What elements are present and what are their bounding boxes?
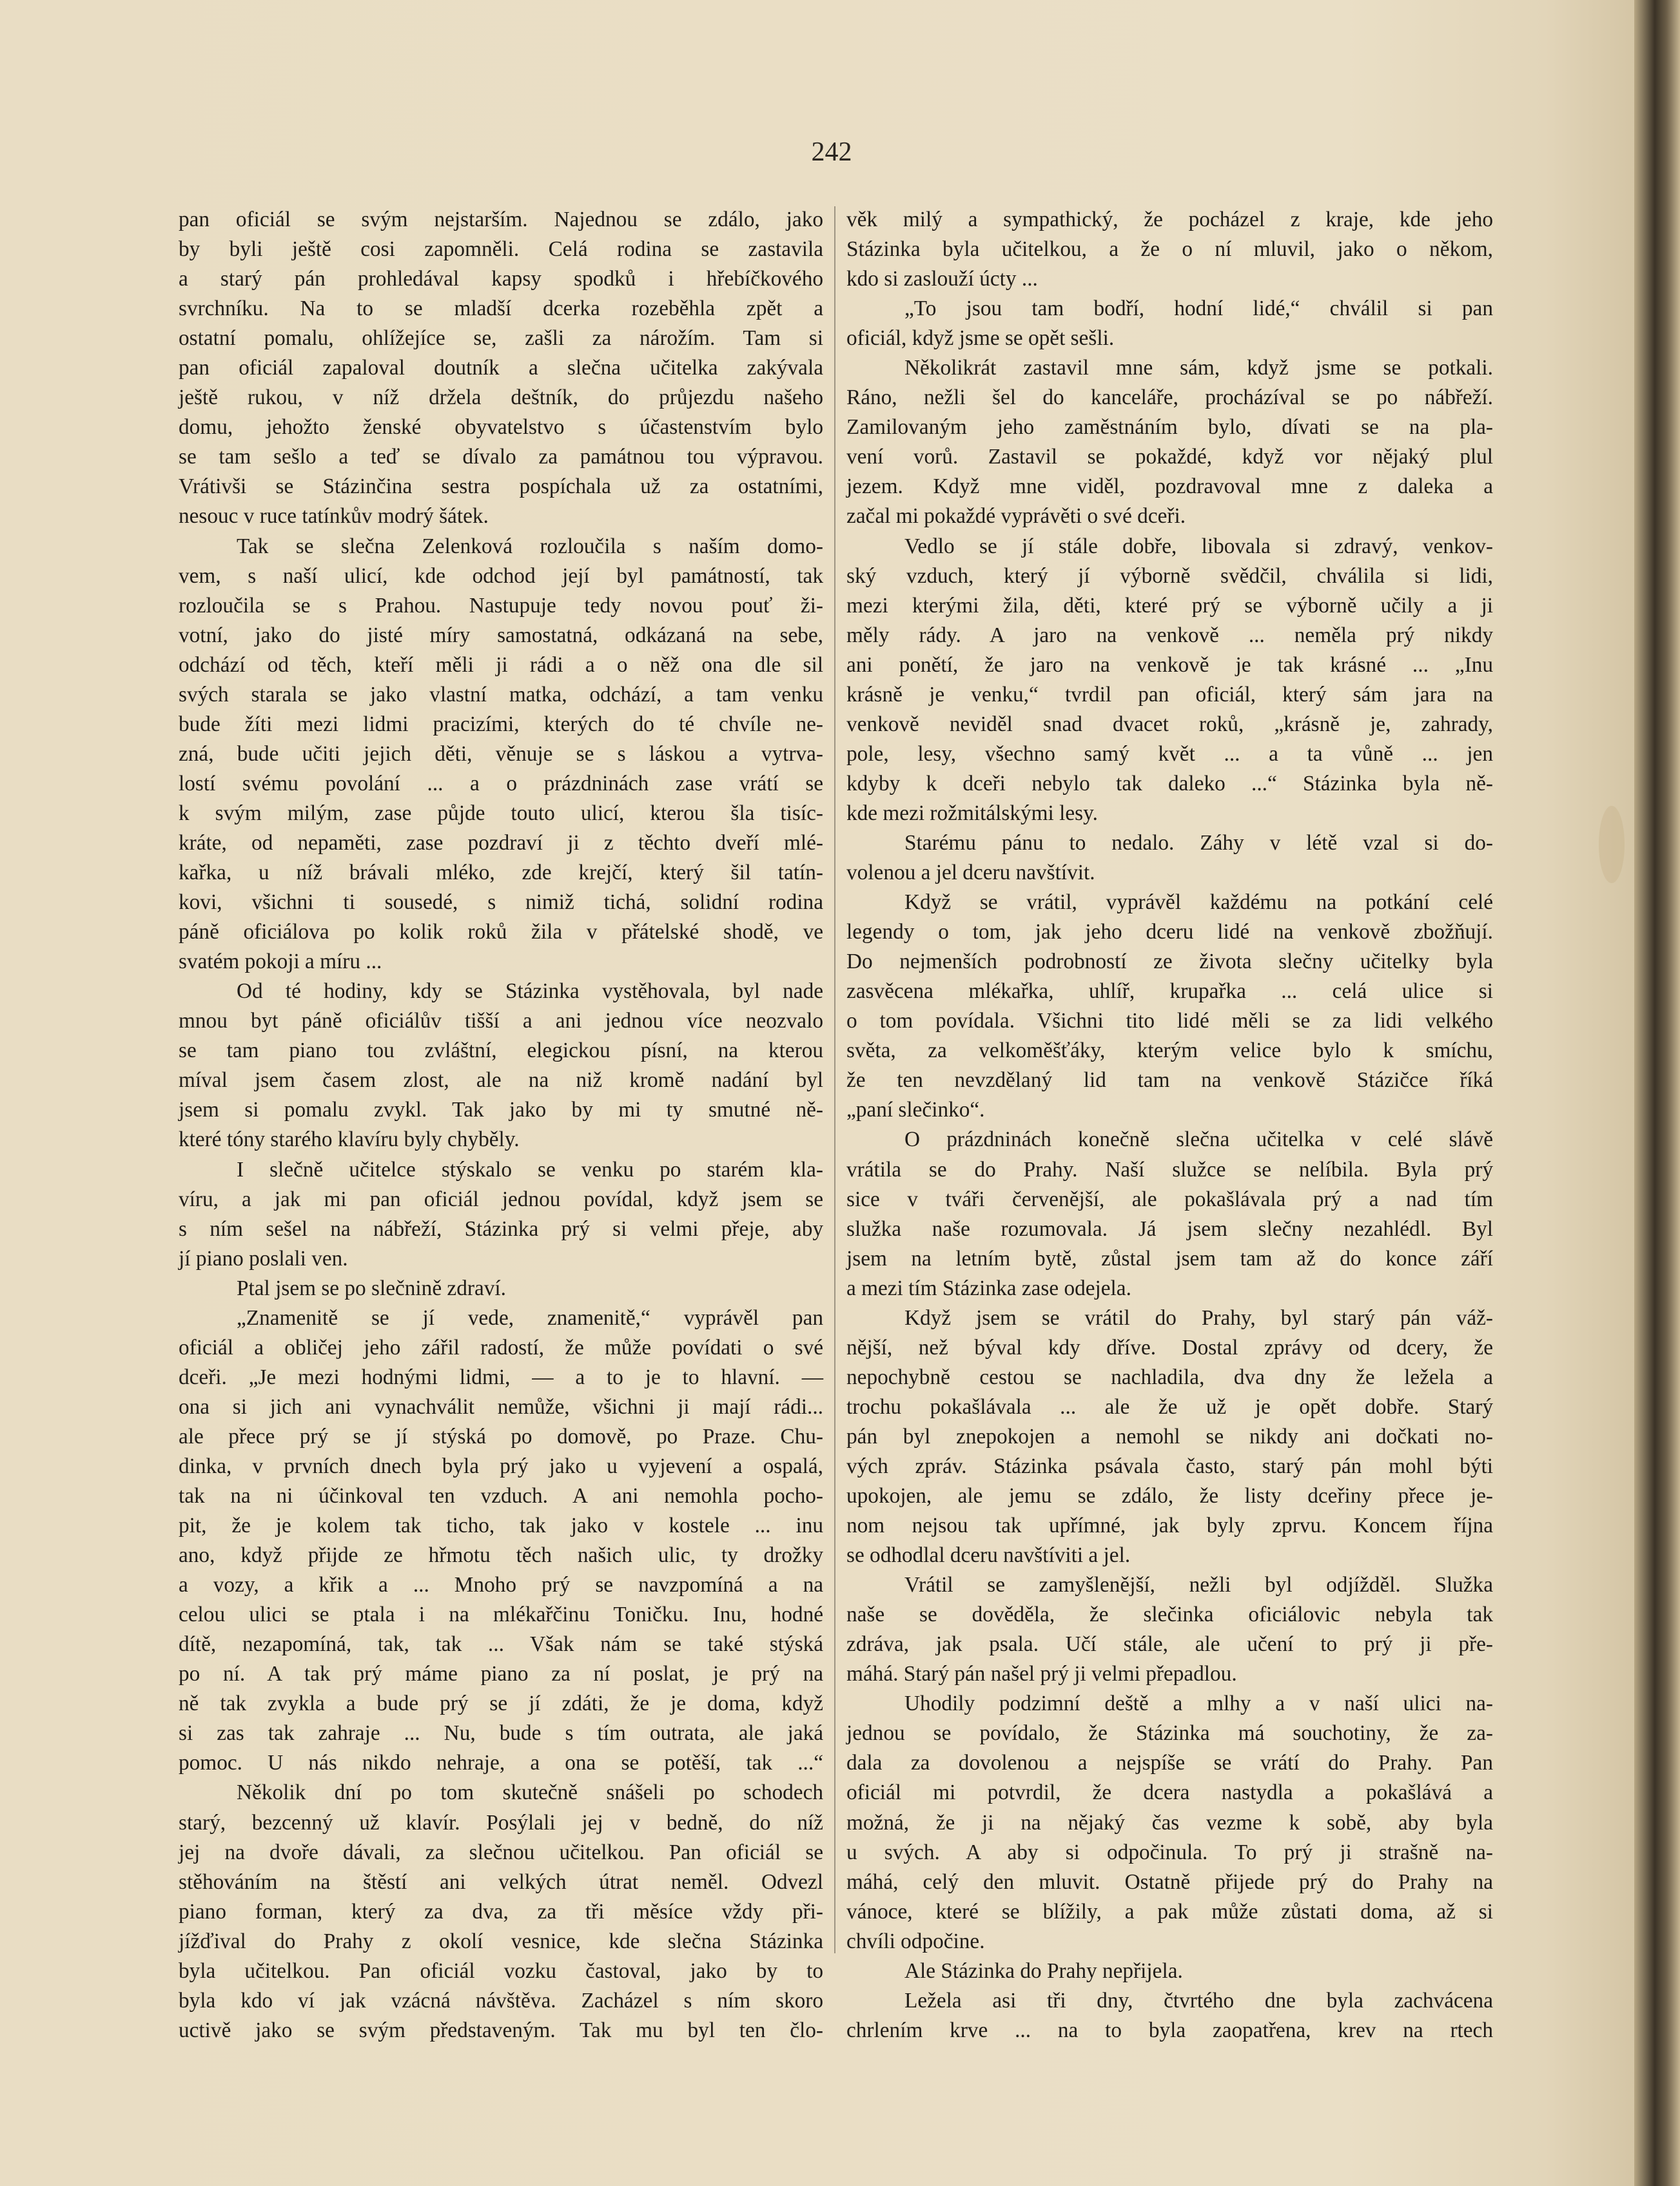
text-line: máhá. Starý pán našel prý ji velmi přepadlou. bbox=[846, 1662, 1237, 1686]
text-line: vení vorů. Zastavil se pokaždé, když vor nějaký plul bbox=[846, 445, 1493, 469]
text-line: kovi, všichni ti sousedé, s nimiž tichá, solidní rodina bbox=[179, 890, 823, 915]
text-line: by byli ještě cosi zapomněli. Celá rodina se zastavila bbox=[179, 237, 823, 262]
text-line: jí piano poslali ven. bbox=[179, 1246, 348, 1271]
right-column bbox=[846, 205, 1493, 2045]
text-line: nepochybně cestou se nachladila, dva dny že ležela a bbox=[846, 1365, 1493, 1389]
text-line: začal mi pokaždé vyprávěti o své dceři. bbox=[846, 504, 1186, 529]
text-line: byla učitelkou. Pan oficiál vozku častoval, jako by to bbox=[179, 1958, 823, 1983]
text-line: lostí svému povolání ... a o prázdninách zase vrátí se bbox=[179, 771, 823, 795]
text-line: Když jsem se vrátil do Prahy, byl starý pán váž- bbox=[904, 1305, 1493, 1330]
text-line: světa, za velkoměšťáky, kterým velice bylo k smíchu, bbox=[846, 1039, 1493, 1063]
text-line: dala za dovolenou a nejspíše se vrátí do Prahy. Pan bbox=[846, 1751, 1493, 1775]
text-line: kařka, u níž brávali mléko, zde krejčí, který šil tatín- bbox=[179, 861, 823, 885]
text-line: zná, bude učiti jejich děti, věnuje se s láskou a vytrva- bbox=[179, 741, 823, 766]
text-line: mnou byt páně oficiálův tišší a ani jednou více neozvalo bbox=[179, 1009, 823, 1033]
text-line: sice v tváři červenější, ale pokašlávala prý a nad tím bbox=[846, 1187, 1493, 1211]
text-line: s ním sešel na nábřeží, Stázinka prý si velmi přeje, aby bbox=[179, 1216, 823, 1241]
text-line: se odhodlal dceru navštíviti a jel. bbox=[846, 1543, 1131, 1568]
paper-stain bbox=[1599, 806, 1625, 883]
text-line: „To jsou tam bodří, hodní lidé,“ chválil si pan bbox=[904, 297, 1493, 321]
text-line: uctivě jako se svým představeným. Tak mu byl ten člo- bbox=[179, 2018, 823, 2042]
text-line: „Znamenitě se jí vede, znamenitě,“ vyprávěl pan bbox=[237, 1305, 823, 1330]
text-line: ně tak zvykla a bude prý se jí zdáti, že je doma, když bbox=[179, 1692, 823, 1716]
text-line: Ráno, nežli šel do kanceláře, procházíval se po nábřeží. bbox=[846, 385, 1493, 410]
text-line: dítě, nezapomíná, tak, tak ... Však nám se také stýská bbox=[179, 1632, 823, 1657]
text-line: a starý pán prohledával kapsy spodků i hřebíčkového bbox=[179, 267, 823, 291]
text-line: O prázdninách konečně slečna učitelka v celé slávě bbox=[904, 1127, 1493, 1152]
text-line: rozloučila se s Prahou. Nastupuje tedy novou pouť ži- bbox=[179, 593, 823, 618]
text-line: kráte, od nepaměti, zase pozdraví ji z těchto dveří mlé- bbox=[179, 830, 823, 855]
page-number: 242 bbox=[811, 137, 852, 167]
text-line: Ale Stázinka do Prahy nepřijela. bbox=[904, 1958, 1183, 1983]
text-line: pit, že je kolem tak ticho, tak jako v kostele ... inu bbox=[179, 1514, 823, 1538]
text-line: vánoce, které se blížily, a pak může zůstati doma, až si bbox=[846, 1899, 1493, 1924]
text-line: oficiál mi potvrdil, že dcera nastydla a pokašlává a bbox=[846, 1781, 1493, 1805]
text-line: Od té hodiny, kdy se Stázinka vystěhovala, byl nade bbox=[237, 979, 823, 1004]
column-divider bbox=[834, 206, 835, 1953]
text-line: ještě rukou, v níž držela deštník, do průjezdu našeho bbox=[179, 385, 823, 410]
text-line: kde mezi rožmitálskými lesy. bbox=[846, 801, 1098, 825]
text-line: upokojen, ale jemu se zdálo, že listy dceřiny přece je- bbox=[846, 1484, 1493, 1508]
text-line: vrátila se do Prahy. Naší služce se nelíbila. Byla prý bbox=[846, 1157, 1493, 1182]
text-line: ona si jich ani vynachválit nemůže, všichni ji mají rádi... bbox=[179, 1394, 823, 1419]
text-line: bude žíti mezi lidmi pracizími, kterých do té chvíle ne- bbox=[179, 712, 823, 736]
text-line: ani ponětí, že jaro na venkově je tak krásné ... „Inu bbox=[846, 652, 1493, 677]
text-line: pole, lesy, všechno samý květ ... a ta vůně ... jen bbox=[846, 741, 1493, 766]
text-line: Vrátil se zamyšlenější, nežli byl odjížděl. Služka bbox=[904, 1573, 1493, 1597]
text-line: starý, bezcenný už klavír. Posýlali jej v bedně, do níž bbox=[179, 1810, 823, 1835]
text-line: naše se dověděla, že slečinka oficiálovic nebyla tak bbox=[846, 1603, 1493, 1627]
text-line: Tak se slečna Zelenková rozloučila s naším domo- bbox=[237, 534, 823, 558]
text-line: „paní slečinko“. bbox=[846, 1098, 985, 1122]
text-line: kdyby k dceři nebylo tak daleko ...“ Stázinka byla ně- bbox=[846, 771, 1493, 795]
text-line: a vozy, a křik a ... Mnoho prý se navzpomíná a na bbox=[179, 1573, 823, 1597]
text-line: ano, když přijde ze hřmotu těch našich ulic, ty drožky bbox=[179, 1543, 823, 1568]
text-line: I slečně učitelce stýskalo se venku po starém kla- bbox=[237, 1157, 823, 1182]
text-line: jížďival do Prahy z okolí vesnice, kde slečna Stázinka bbox=[179, 1929, 823, 1953]
text-line: jsem na letním bytě, zůstal jsem tam až do konce září bbox=[846, 1246, 1493, 1271]
text-line: Několik dní po tom skutečně snášeli po schodech bbox=[237, 1781, 823, 1805]
text-line: nom nejsou tak upřímné, jak byly zprvu. Koncem října bbox=[846, 1514, 1493, 1538]
text-line: pan oficiál zapaloval doutník a slečna učitelka zakývala bbox=[179, 356, 823, 380]
text-line: a mezi tím Stázinka zase odejela. bbox=[846, 1276, 1131, 1300]
text-line: si zas tak zahraje ... Nu, bude s tím outrata, ale jaká bbox=[179, 1721, 823, 1746]
text-line: pomoc. U nás nikdo nehraje, a ona se potěší, tak ...“ bbox=[179, 1751, 823, 1775]
text-line: po ní. A tak prý máme piano za ní poslat, je prý na bbox=[179, 1662, 823, 1686]
text-line: pan oficiál se svým nejstarším. Najednou se zdálo, jako bbox=[179, 208, 823, 231]
text-line: nější, než býval kdy dříve. Dostal zprávy od dcery, že bbox=[846, 1335, 1493, 1360]
text-line: trochu pokašlávala ... ale že už je opět dobře. Starý bbox=[846, 1394, 1493, 1419]
text-line: byla kdo ví jak vzácná návštěva. Zacházel s ním skoro bbox=[179, 1988, 823, 2013]
text-line: jezem. Když mne viděl, pozdravoval mne z daleka a bbox=[846, 474, 1493, 499]
text-line: tak na ni účinkoval ten vzduch. A ani nemohla pocho- bbox=[179, 1484, 823, 1508]
book-gutter bbox=[1634, 0, 1680, 2186]
text-line: že ten nevzdělaný lid tam na venkově Stázičce říká bbox=[846, 1068, 1493, 1093]
text-line: se tam sešlo a teď se dívalo za památnou tou výpravou. bbox=[179, 445, 823, 469]
text-line: vem, s naší ulicí, kde odchod její byl památností, tak bbox=[179, 563, 823, 588]
text-line: Do nejmenších podrobností ze života slečny učitelky byla bbox=[846, 950, 1493, 974]
text-line: dinka, v prvních dnech byla prý jako u vyjevení a ospalá, bbox=[179, 1454, 823, 1478]
text-line: Vrátivši se Stázinčina sestra pospíchala už za ostatními, bbox=[179, 474, 823, 499]
text-line: měly rády. A jaro na venkově ... neměla prý nikdy bbox=[846, 623, 1493, 647]
text-line: krásně je venku,“ tvrdil pan oficiál, který sám jara na bbox=[846, 682, 1493, 707]
text-line: stěhováním na štěstí ani velkých útrat neměl. Odvezl bbox=[179, 1869, 823, 1894]
text-line: chrlením krve ... na to byla zaopatřena, krev na rtech bbox=[846, 2018, 1493, 2042]
text-line: služka naše rozumovala. Já jsem slečny nezahlédl. Byl bbox=[846, 1216, 1493, 1241]
left-column bbox=[179, 205, 823, 2045]
text-line: piano forman, který za dva, za tři měsíce vždy při- bbox=[179, 1899, 823, 1924]
text-line: celou ulici se ptala i na mlékařčinu Toničku. Inu, hodné bbox=[179, 1603, 823, 1627]
text-line: oficiál, když jsme se opět sešli. bbox=[846, 326, 1115, 351]
text-line: k svým milým, zase půjde touto ulicí, kterou šla tisíc- bbox=[179, 801, 823, 825]
text-line: možná, že ji na nějaký čas vezme k sobě, aby byla bbox=[846, 1810, 1493, 1835]
text-line: chvíli odpočine. bbox=[846, 1929, 985, 1953]
text-line: u svých. A aby si odpočinula. To prý ji strašně na- bbox=[846, 1840, 1493, 1864]
text-line: víru, a jak mi pan oficiál jednou povídal, když jsem se bbox=[179, 1187, 823, 1211]
text-line: Když se vrátil, vyprávěl každému na potkání celé bbox=[904, 890, 1493, 915]
text-line: které tóny starého klavíru byly chyběly. bbox=[179, 1127, 520, 1152]
text-line: Ležela asi tři dny, čtvrtého dne byla zachvácena bbox=[904, 1988, 1493, 2013]
text-line: svých starala se jako vlastní matka, odchází, a tam venku bbox=[179, 682, 823, 707]
text-line: oficiál a obličej jeho zářil radostí, že může povídati o své bbox=[179, 1335, 823, 1360]
text-line: jednou se povídalo, že Stázinka má souchotiny, že za- bbox=[846, 1721, 1493, 1746]
text-line: svatém pokoji a míru ... bbox=[179, 950, 382, 974]
text-line: legendy o tom, jak jeho dceru lidé na venkově zbožňují. bbox=[846, 920, 1493, 944]
text-line: jsem si pomalu zvykl. Tak jako by mi ty smutné ně- bbox=[179, 1098, 823, 1122]
text-line: ský vzduch, který jí výborně svědčil, chválila si lidi, bbox=[846, 563, 1493, 588]
text-line: Uhodily podzimní deště a mlhy a v naší ulici na- bbox=[904, 1692, 1493, 1716]
text-line: věk milý a sympathický, že pocházel z kraje, kde jeho bbox=[846, 208, 1493, 231]
text-line: se tam piano tou zvláštní, elegickou písní, na kterou bbox=[179, 1039, 823, 1063]
text-line: Zamilovaným jeho zaměstnáním bylo, dívati se na pla- bbox=[846, 415, 1493, 440]
text-line: ale přece prý se jí stýská po domově, po Praze. Chu- bbox=[179, 1424, 823, 1449]
text-line: venkově neviděl snad dvacet roků, „krásně je, zahrady, bbox=[846, 712, 1493, 736]
text-line: domu, jehožto ženské obyvatelstvo s účastenstvím bylo bbox=[179, 415, 823, 440]
text-line: Ptal jsem se po slečnině zdraví. bbox=[237, 1276, 506, 1300]
text-line: votní, jako do jisté míry samostatná, odkázaná na sebe, bbox=[179, 623, 823, 647]
text-line: zasvěcena mlékařka, uhlíř, krupařka ... celá ulice si bbox=[846, 979, 1493, 1004]
text-line: odchází od těch, kteří měli ji rádi a o něž ona dle sil bbox=[179, 652, 823, 677]
text-line: svrchníku. Na to se mladší dcerka rozeběhla zpět a bbox=[179, 297, 823, 321]
text-line: máhá, celý den mluvit. Ostatně přijede prý do Prahy na bbox=[846, 1869, 1493, 1894]
text-line: míval jsem časem zlost, ale na niž kromě nadání byl bbox=[179, 1068, 823, 1093]
text-line: Několikrát zastavil mne sám, když jsme se potkali. bbox=[904, 356, 1493, 380]
text-line: Stázinka byla učitelkou, a že o ní mluvil, jako o někom, bbox=[846, 237, 1493, 262]
text-line: vých zpráv. Stázinka psávala často, starý pán mohl býti bbox=[846, 1454, 1493, 1478]
text-line: ostatní pomalu, ohlížejíce se, zašli za nárožím. Tam si bbox=[179, 326, 823, 351]
text-line: jej na dvoře dávali, za slečnou učitelkou. Pan oficiál se bbox=[179, 1840, 823, 1864]
text-line: kdo si zaslouží úcty ... bbox=[846, 267, 1038, 291]
text-line: dceři. „Je mezi hodnými lidmi, — a to je to hlavní. — bbox=[179, 1365, 823, 1389]
text-line: o tom povídala. Všichni tito lidé měli se za lidi velkého bbox=[846, 1009, 1493, 1033]
text-line: mezi kterými žila, děti, které prý se výborně učily a ji bbox=[846, 593, 1493, 618]
text-line: nesouc v ruce tatínkův modrý šátek. bbox=[179, 504, 489, 529]
text-line: pán byl znepokojen a nemohl se nikdy ani dočkati no- bbox=[846, 1424, 1493, 1449]
text-line: páně oficiálova po kolik roků žila v přátelské shodě, ve bbox=[179, 920, 823, 944]
text-line: Starému pánu to nedalo. Záhy v létě vzal si do- bbox=[904, 830, 1493, 855]
text-line: zdráva, jak psala. Učí stále, ale učení to prý ji pře- bbox=[846, 1632, 1493, 1657]
text-line: volenou a jel dceru navštívit. bbox=[846, 861, 1095, 885]
text-line: Vedlo se jí stále dobře, libovala si zdravý, venkov- bbox=[904, 534, 1493, 558]
